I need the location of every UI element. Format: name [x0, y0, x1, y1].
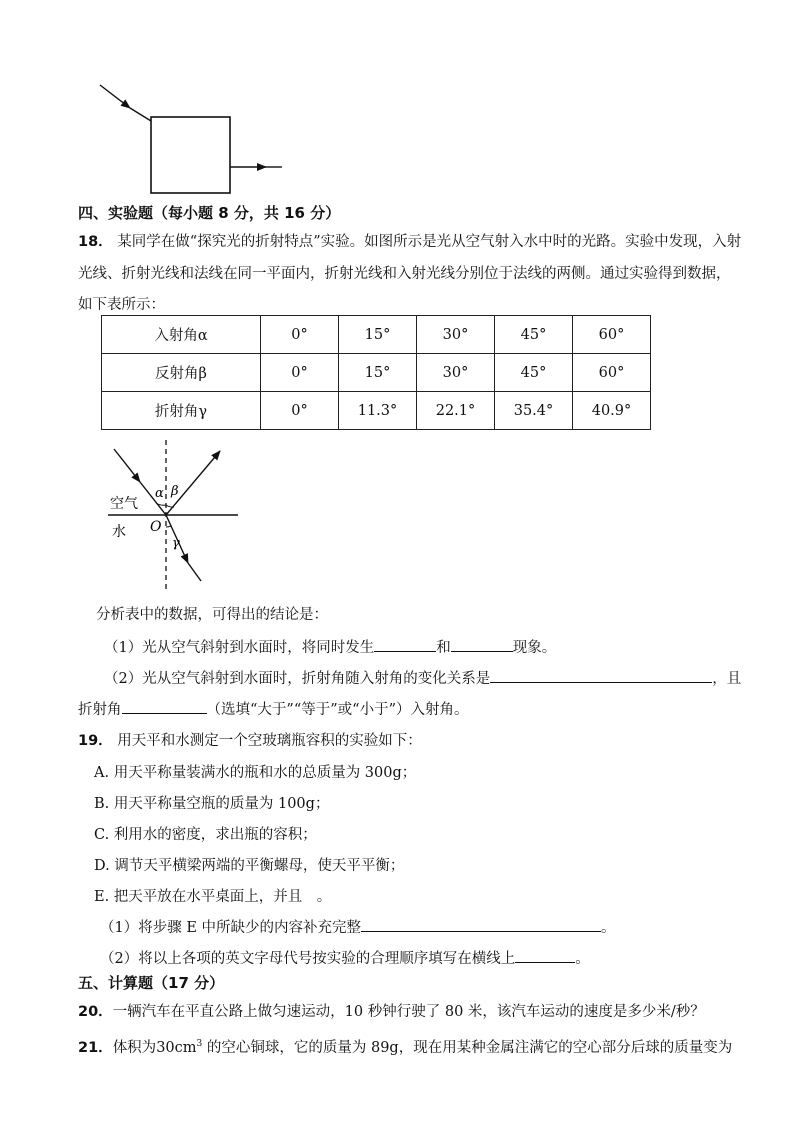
- beta-label: β: [171, 484, 179, 499]
- table-cell: 22.1°: [417, 392, 495, 430]
- q21-number: 21．: [78, 1040, 113, 1056]
- q18-blank-4[interactable]: [122, 699, 207, 714]
- gamma-label: γ: [172, 536, 180, 551]
- q19-step-c: C. 利用水的密度，求出瓶的容积；: [94, 827, 317, 843]
- angle-gamma-arc: [166, 526, 171, 527]
- q19-blank-2[interactable]: [515, 948, 575, 963]
- q18-analysis: 分析表中的数据，可得出的结论是：: [96, 607, 328, 623]
- q18-part1: [104, 636, 556, 657]
- table-row: [102, 354, 651, 392]
- q18-part3-text-b: （选填“大于”“等于”或“小于”）入射角。: [206, 702, 469, 718]
- q18-part2: [104, 667, 741, 688]
- q19-intro: 用天平和水测定一个空玻璃瓶容积的实验如下：: [117, 733, 422, 749]
- q18-blank-1[interactable]: [374, 637, 436, 652]
- q21: [78, 1036, 732, 1057]
- row-label: 反射角β: [102, 354, 261, 392]
- row-label: 折射角γ: [102, 392, 261, 430]
- incident-ray: [114, 449, 140, 482]
- refracted-ray-tail: [188, 563, 201, 581]
- glass-block: [151, 117, 230, 193]
- q18-part2-text-b: ，且: [712, 671, 742, 687]
- q18-line3: 如下表所示：: [78, 297, 165, 313]
- alpha-label: α: [155, 486, 164, 501]
- refraction-diagram: [100, 435, 245, 595]
- table-cell: 30°: [417, 354, 495, 392]
- q18-part1-text-a: （1）光从空气斜射到水面时，将同时发生: [104, 640, 375, 656]
- table-cell: 45°: [495, 316, 573, 354]
- section-5-title: 五、计算题（17 分）: [78, 974, 225, 992]
- q20: [78, 1000, 705, 1021]
- table-cell: 15°: [339, 316, 417, 354]
- q18-text-1: 某同学在做“探究光的折射特点”实验。如图所示是光从空气射入水中时的光路。实验中发现，入射: [117, 234, 742, 250]
- table-cell: 60°: [573, 316, 651, 354]
- q18-part3-text-a: 折射角: [78, 702, 122, 718]
- q18-part1-text-b: 和: [436, 640, 451, 656]
- q20-text: 一辆汽车在平直公路上做匀速运动，10 秒钟行驶了 80 米，该汽车运动的速度是多少米/秒？: [112, 1004, 705, 1020]
- table-cell: 11.3°: [339, 392, 417, 430]
- q19-part2-text-a: （2）将以上各项的英文字母代号按实验的合理顺序填写在横线上: [100, 951, 516, 967]
- row-label: 入射角α: [102, 316, 261, 354]
- table-cell: 35.4°: [495, 392, 573, 430]
- q19-step-e: E. 把天平放在水平桌面上，并且 。: [94, 889, 332, 905]
- q21-text-b: 的空心铜球，它的质量为 89g，现在用某种金属注满它的空心部分后球的质量变为: [202, 1040, 733, 1056]
- q21-exponent: 3: [196, 1039, 203, 1050]
- q19-number: 19．: [78, 733, 113, 749]
- q18-blank-3[interactable]: [490, 668, 712, 683]
- table-cell: 0°: [261, 316, 339, 354]
- q19-step-d: D. 调节天平横梁两端的平衡螺母，使天平平衡；: [94, 858, 405, 874]
- refraction-data-table: [101, 315, 651, 430]
- q18-part1-text-c: 现象。: [512, 640, 557, 656]
- table-cell: 0°: [261, 354, 339, 392]
- reflected-ray: [166, 451, 220, 515]
- q19-part1-text-b: 。: [601, 920, 616, 936]
- q21-text-a: 体积为: [112, 1040, 157, 1056]
- q19-line1: [78, 729, 422, 750]
- table-cell: 30°: [417, 316, 495, 354]
- q19-part2: [100, 947, 590, 968]
- point-o-label: O: [150, 519, 162, 535]
- incident-ray-segment: [130, 108, 151, 121]
- table-cell: 15°: [339, 354, 417, 392]
- q18-number: 18．: [78, 234, 113, 250]
- table-cell: 60°: [573, 354, 651, 392]
- q19-step-b: B. 用天平称量空瓶的质量为 100g；: [94, 796, 330, 812]
- table-row: [102, 392, 651, 430]
- water-label: 水: [112, 524, 126, 540]
- q18-line1: [78, 230, 741, 251]
- table-cell: 45°: [495, 354, 573, 392]
- q18-part3: [78, 698, 468, 719]
- table-cell: 40.9°: [573, 392, 651, 430]
- q19-part1: [100, 916, 616, 937]
- q19-part1-text-a: （1）将步骤 E 中所缺少的内容补充完整: [100, 920, 362, 936]
- q18-part2-text-a: （2）光从空气斜射到水面时，折射角随入射角的变化关系是: [104, 671, 491, 687]
- q21-volume: 30cm: [156, 1040, 197, 1056]
- section-4-title: 四、实验题（每小题 8 分，共 16 分）: [78, 204, 341, 222]
- q19-step-a: A. 用天平称量装满水的瓶和水的总质量为 300g；: [94, 765, 417, 781]
- q19-blank-1[interactable]: [361, 917, 601, 932]
- air-label: 空气: [110, 496, 138, 512]
- q18-blank-2[interactable]: [451, 637, 513, 652]
- top-box-diagram: [90, 75, 290, 200]
- q19-part2-text-b: 。: [575, 951, 590, 967]
- table-cell: 0°: [261, 392, 339, 430]
- table-row: [102, 316, 651, 354]
- incident-ray: [100, 85, 130, 108]
- q18-line2: 光线、折射光线和法线在同一平面内，折射光线和入射光线分别位于法线的两侧。通过实验得到数据，: [78, 266, 731, 282]
- q20-number: 20．: [78, 1004, 113, 1020]
